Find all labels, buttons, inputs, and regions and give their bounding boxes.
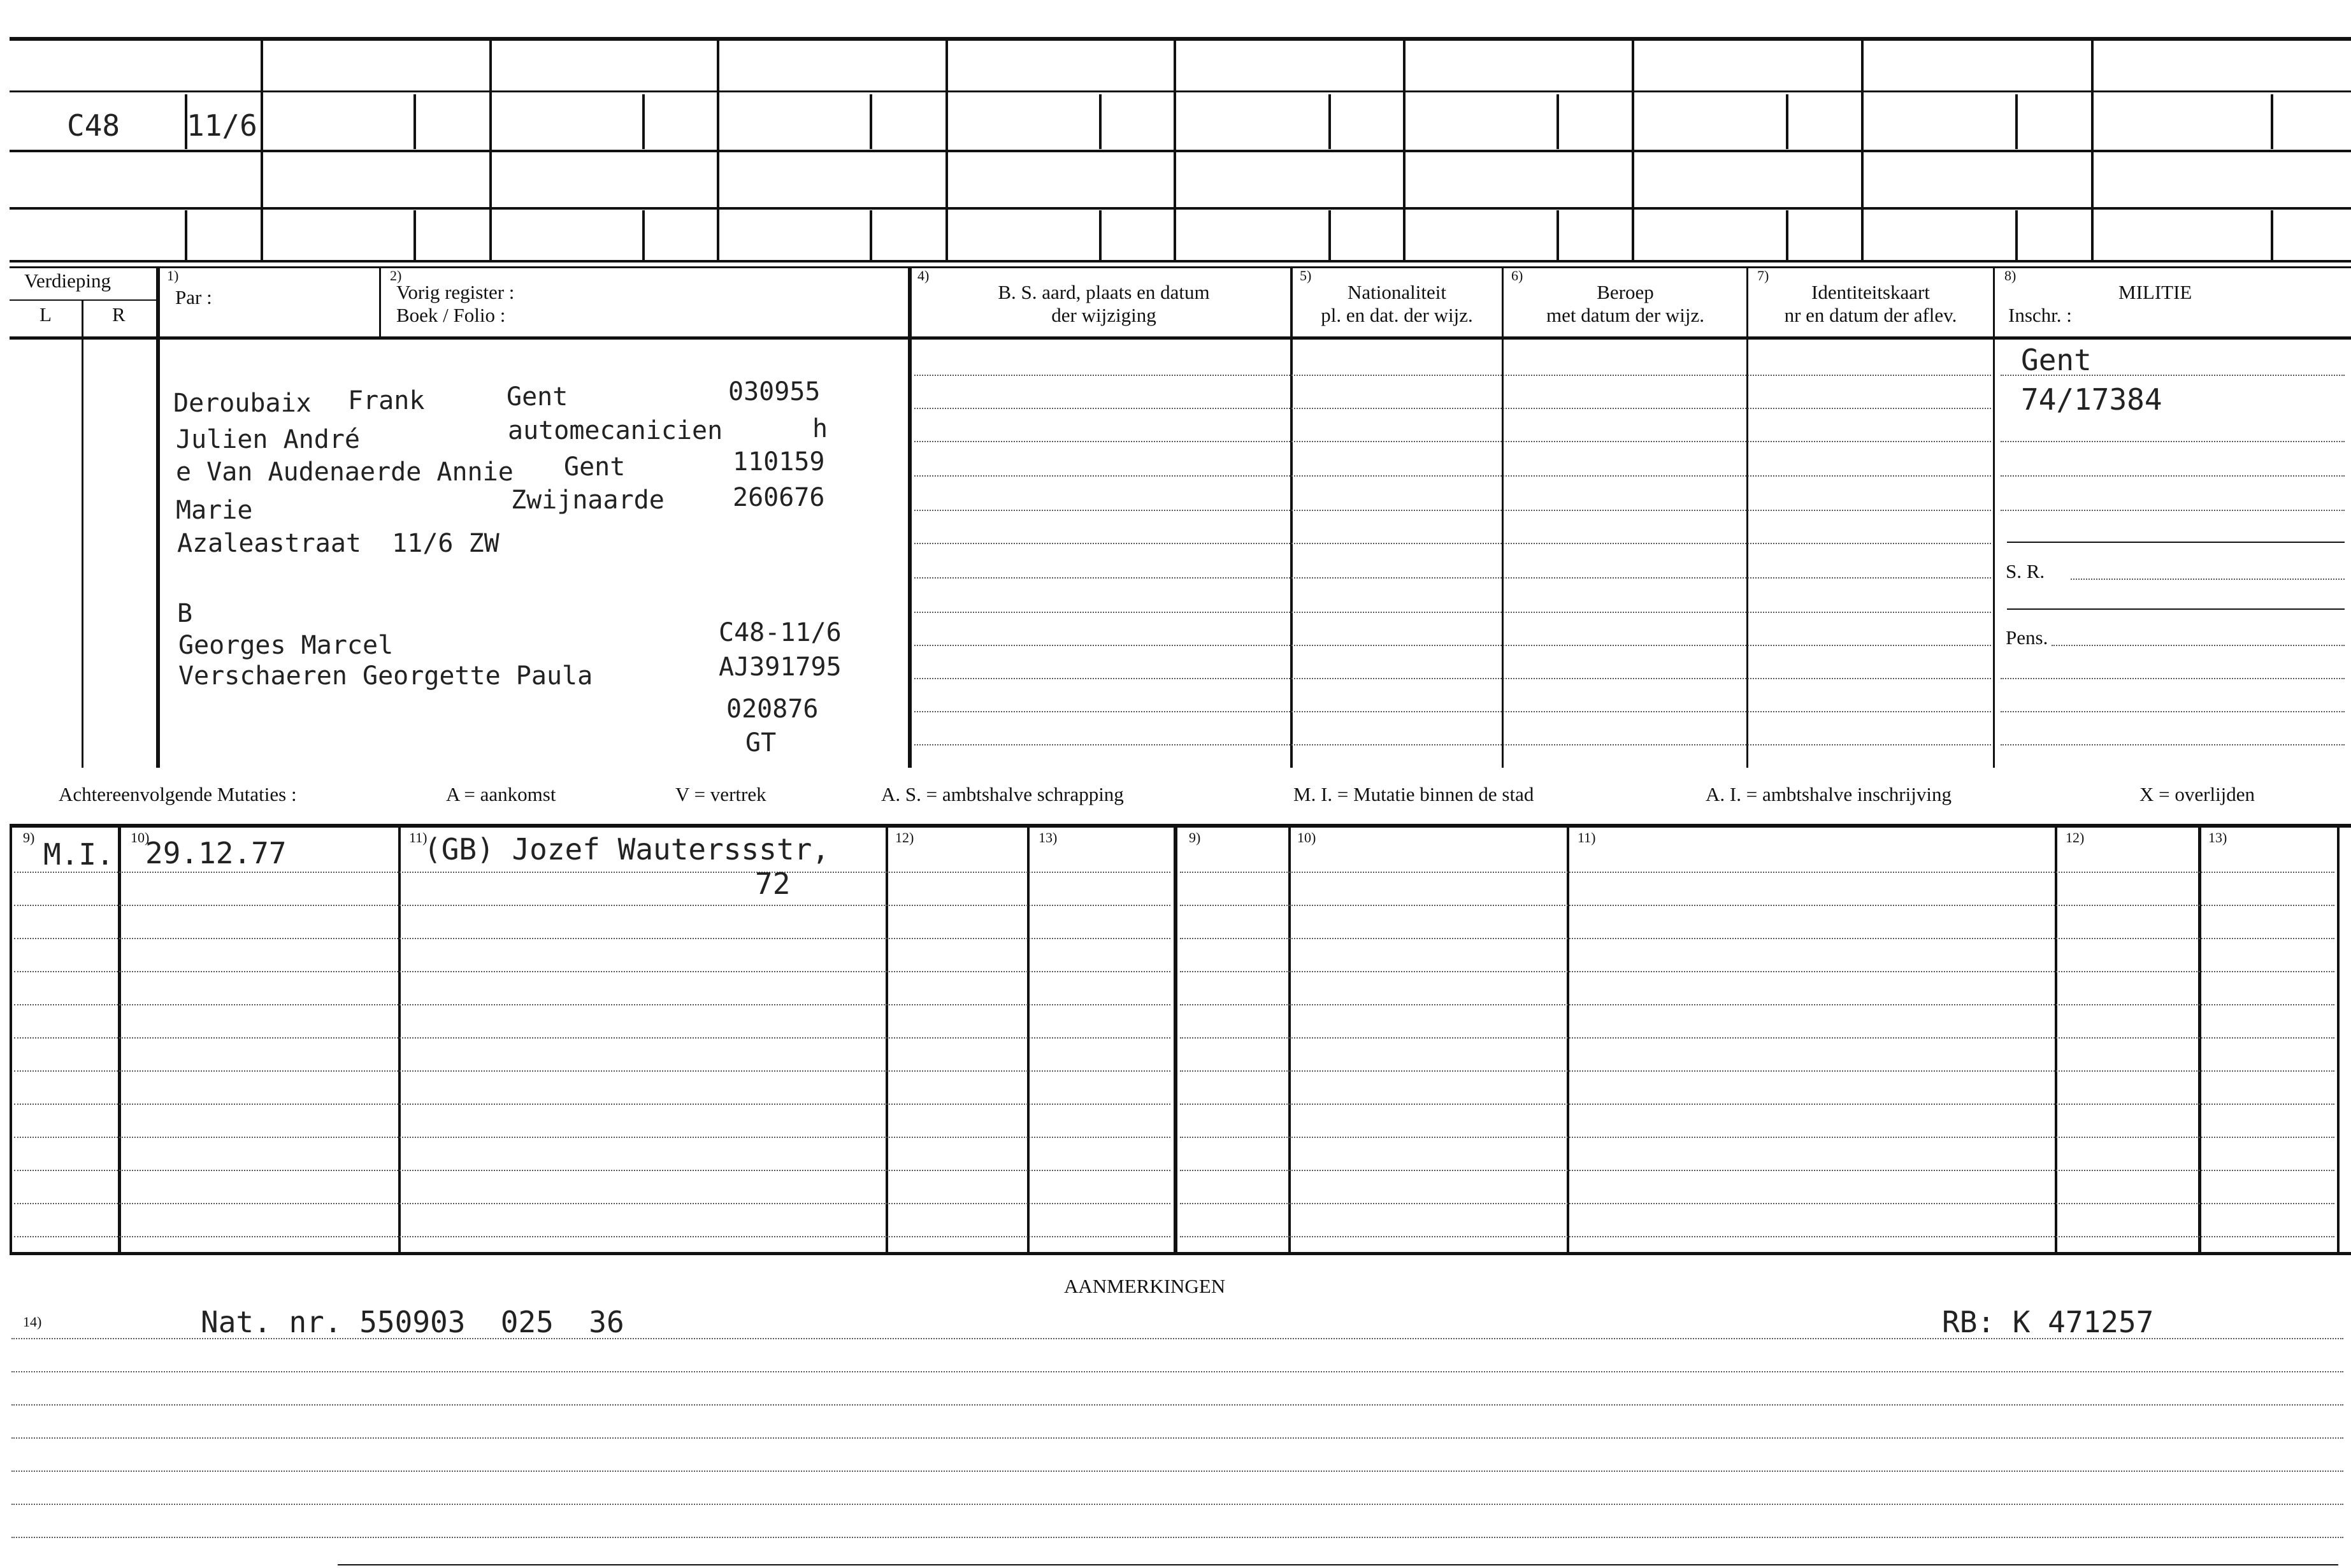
bs-label-1: B. S. aard, plaats en datum xyxy=(998,281,1210,303)
mut-col12b-number: 12) xyxy=(2066,830,2085,845)
spouse-name: e Van Audenaerde Annie xyxy=(176,457,514,487)
mut-col11b-number: 11) xyxy=(1578,830,1596,845)
militie-place: Gent xyxy=(2021,343,2092,377)
person-sex: h xyxy=(812,414,828,443)
legend-schrapping: A. S. = ambtshalve schrapping xyxy=(881,783,1124,805)
remarks-title: AANMERKINGEN xyxy=(1064,1275,1226,1297)
militie-number: 74/17384 xyxy=(2021,382,2162,417)
col1-number: 1) xyxy=(167,268,179,284)
verdieping-label: Verdieping xyxy=(24,270,111,292)
person-birthplace: Gent xyxy=(507,382,568,412)
beroep-label-1: Beroep xyxy=(1597,281,1654,303)
mut-col11-number: 11) xyxy=(409,830,428,845)
sr-label: S. R. xyxy=(2006,560,2045,582)
col2-number: 2) xyxy=(390,268,402,284)
legend-title: Achtereenvolgende Mutaties : xyxy=(59,783,297,805)
mut-col9b-number: 9) xyxy=(1189,830,1201,845)
mut-col13b-number: 13) xyxy=(2208,830,2227,845)
mutation-date: 29.12.77 xyxy=(145,836,287,870)
col8-number: 8) xyxy=(2004,268,2017,284)
inschr-label: Inschr. : xyxy=(2008,304,2072,326)
top-code: C48 xyxy=(67,108,120,143)
col6-number: 6) xyxy=(1511,268,1523,284)
mut-col13-number: 13) xyxy=(1039,830,1058,845)
mut-col9-number: 9) xyxy=(23,830,35,845)
legend-mutatie: M. I. = Mutatie binnen de stad xyxy=(1293,783,1534,805)
mut-col12-number: 12) xyxy=(895,830,914,845)
boek-folio-label: Boek / Folio : xyxy=(396,304,506,326)
left-label: L xyxy=(40,303,52,326)
person-first-name: Frank xyxy=(348,386,425,415)
id-label-2: nr en datum der aflev. xyxy=(1784,304,1957,326)
col7-number: 7) xyxy=(1757,268,1769,284)
par-label: Par : xyxy=(175,286,212,308)
beroep-label-2: met datum der wijz. xyxy=(1546,304,1704,326)
parent-marker: B xyxy=(177,599,193,628)
mutation-address: (GB) Jozef Wauterssstr, xyxy=(424,832,830,867)
person-occupation: automecanicien xyxy=(508,416,723,445)
mutation-house-number: 72 xyxy=(755,867,791,901)
person-given-names: Julien André xyxy=(176,425,360,454)
marriage-place: Zwijnaarde xyxy=(511,486,665,515)
top-number: 11/6 xyxy=(187,108,257,143)
id-card-place: GT xyxy=(745,728,777,758)
spouse-birthplace: Gent xyxy=(564,452,626,482)
person-birthdate: 030955 xyxy=(728,377,821,406)
bs-label-2: der wijziging xyxy=(1051,304,1156,326)
right-label: R xyxy=(112,303,126,326)
id-card-date: 020876 xyxy=(726,694,819,724)
nat-label-1: Nationaliteit xyxy=(1348,281,1446,303)
person-surname: Deroubaix xyxy=(173,389,312,418)
vorig-register-label: Vorig register : xyxy=(396,281,515,303)
legend-inschrijving: A. I. = ambtshalve inschrijving xyxy=(1706,783,1952,805)
mut-col10b-number: 10) xyxy=(1297,830,1316,845)
col4-number: 4) xyxy=(917,268,930,284)
person-address: Azaleastraat 11/6 ZW xyxy=(177,529,500,558)
mother-name: Verschaeren Georgette Paula xyxy=(178,661,593,691)
register-code: C48-11/6 xyxy=(719,618,842,647)
national-number: Nat. nr. 550903 025 36 xyxy=(201,1305,624,1339)
mut-col10-number: 10) xyxy=(131,830,150,845)
mutation-type: M.I. xyxy=(43,837,114,872)
spouse-birthdate: 110159 xyxy=(733,447,825,477)
remarks-number: 14) xyxy=(23,1314,42,1330)
marriage-date: 260676 xyxy=(733,483,825,512)
legend-overlijden: X = overlijden xyxy=(2139,783,2255,805)
legend-vertrek: V = vertrek xyxy=(675,783,766,805)
col5-number: 5) xyxy=(1300,268,1312,284)
nat-label-2: pl. en dat. der wijz. xyxy=(1321,304,1473,326)
father-name: Georges Marcel xyxy=(178,631,394,660)
id-card-number: AJ391795 xyxy=(719,652,842,682)
rb-number: RB: K 471257 xyxy=(1942,1305,2154,1339)
legend-aankomst: A = aankomst xyxy=(446,783,556,805)
pens-label: Pens. xyxy=(2006,626,2048,649)
id-label-1: Identiteitskaart xyxy=(1811,281,1930,303)
militie-label: MILITIE xyxy=(2118,281,2192,303)
spouse-given-names: Marie xyxy=(176,496,253,525)
